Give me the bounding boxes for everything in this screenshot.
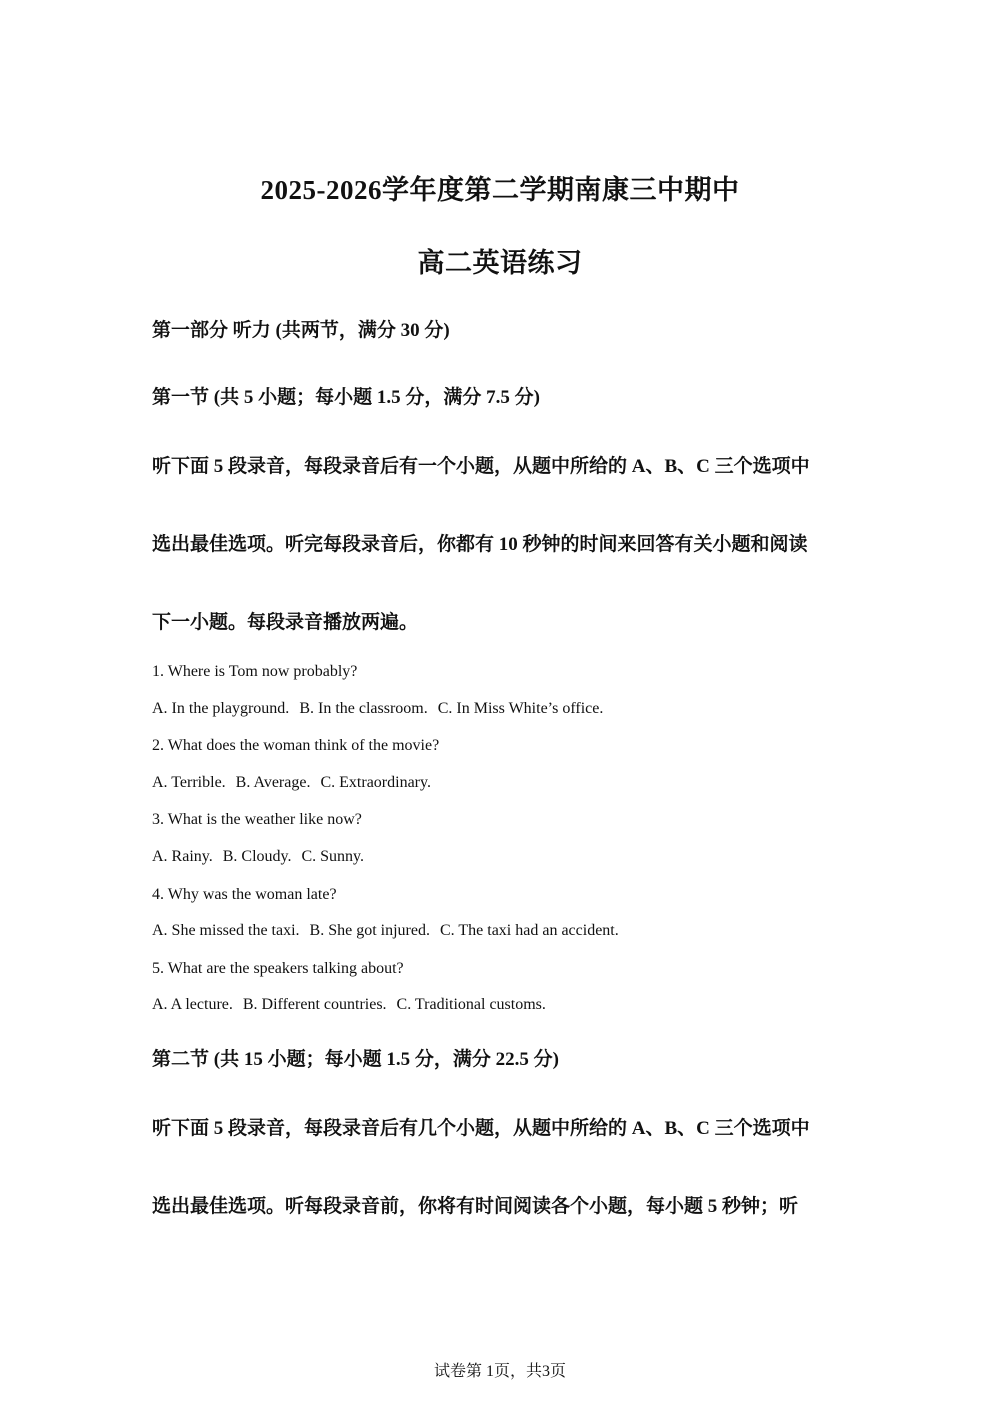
- part1-heading: 第一部分 听力 (共两节，满分 30 分): [152, 320, 450, 341]
- section1-instruction-line: 听下面 5 段录音，每段录音后有一个小题，从题中所给的 A、B、C 三个选项中: [152, 456, 810, 477]
- option-a: A. She missed the taxi.: [152, 922, 300, 939]
- option-c: C. Extraordinary.: [320, 774, 431, 791]
- option-c: C. Traditional customs.: [396, 996, 546, 1013]
- question-2: 2. What does the woman think of the movie?: [152, 737, 440, 754]
- option-c: C. The taxi had an accident.: [439, 922, 619, 939]
- question-4: 4. Why was the woman late?: [152, 886, 337, 903]
- option-b: B. In the classroom.: [299, 700, 428, 717]
- exam-title-line1: 2025-2026学年度第二学期南康三中期中: [260, 175, 740, 205]
- question-3: 3. What is the weather like now?: [152, 811, 362, 828]
- option-c: C. Sunny.: [301, 848, 365, 865]
- option-a: A. In the playground.: [152, 700, 290, 717]
- section1-heading: 第一节 (共 5 小题；每小题 1.5 分，满分 7.5 分): [152, 387, 540, 408]
- section2-instruction-line: 听下面 5 段录音，每段录音后有几个小题，从题中所给的 A、B、C 三个选项中: [152, 1118, 810, 1139]
- section2-instruction-line: 选出最佳选项。听每段录音前，你将有时间阅读各个小题，每小题 5 秒钟；听: [152, 1196, 799, 1217]
- question-3-options: [152, 848, 374, 866]
- option-b: B. She got injured.: [309, 922, 430, 939]
- page-footer: 试卷第 1页，共3页: [433, 1363, 566, 1380]
- option-a: A. Terrible.: [152, 774, 226, 791]
- option-b: B. Average.: [235, 774, 311, 791]
- option-a: A. Rainy.: [152, 848, 213, 865]
- section1-instruction-line: 下一小题。每段录音播放两遍。: [152, 612, 419, 633]
- exam-title-line2: 高二英语练习: [417, 248, 583, 278]
- option-b: B. Different countries.: [242, 996, 387, 1013]
- question-4-options: [152, 922, 629, 940]
- option-b: B. Cloudy.: [222, 848, 292, 865]
- question-1-options: [152, 700, 613, 718]
- question-5: 5. What are the speakers talking about?: [152, 960, 404, 977]
- section1-instruction-line: 选出最佳选项。听完每段录音后，你都有 10 秒钟的时间来回答有关小题和阅读: [152, 534, 808, 555]
- option-c: C. In Miss White’s office.: [437, 700, 604, 717]
- option-a: A. A lecture.: [152, 996, 233, 1013]
- question-2-options: [152, 774, 441, 792]
- section2-heading: 第二节 (共 15 小题；每小题 1.5 分，满分 22.5 分): [152, 1049, 559, 1070]
- question-1: 1. Where is Tom now probably?: [152, 663, 358, 680]
- question-5-options: [152, 996, 556, 1014]
